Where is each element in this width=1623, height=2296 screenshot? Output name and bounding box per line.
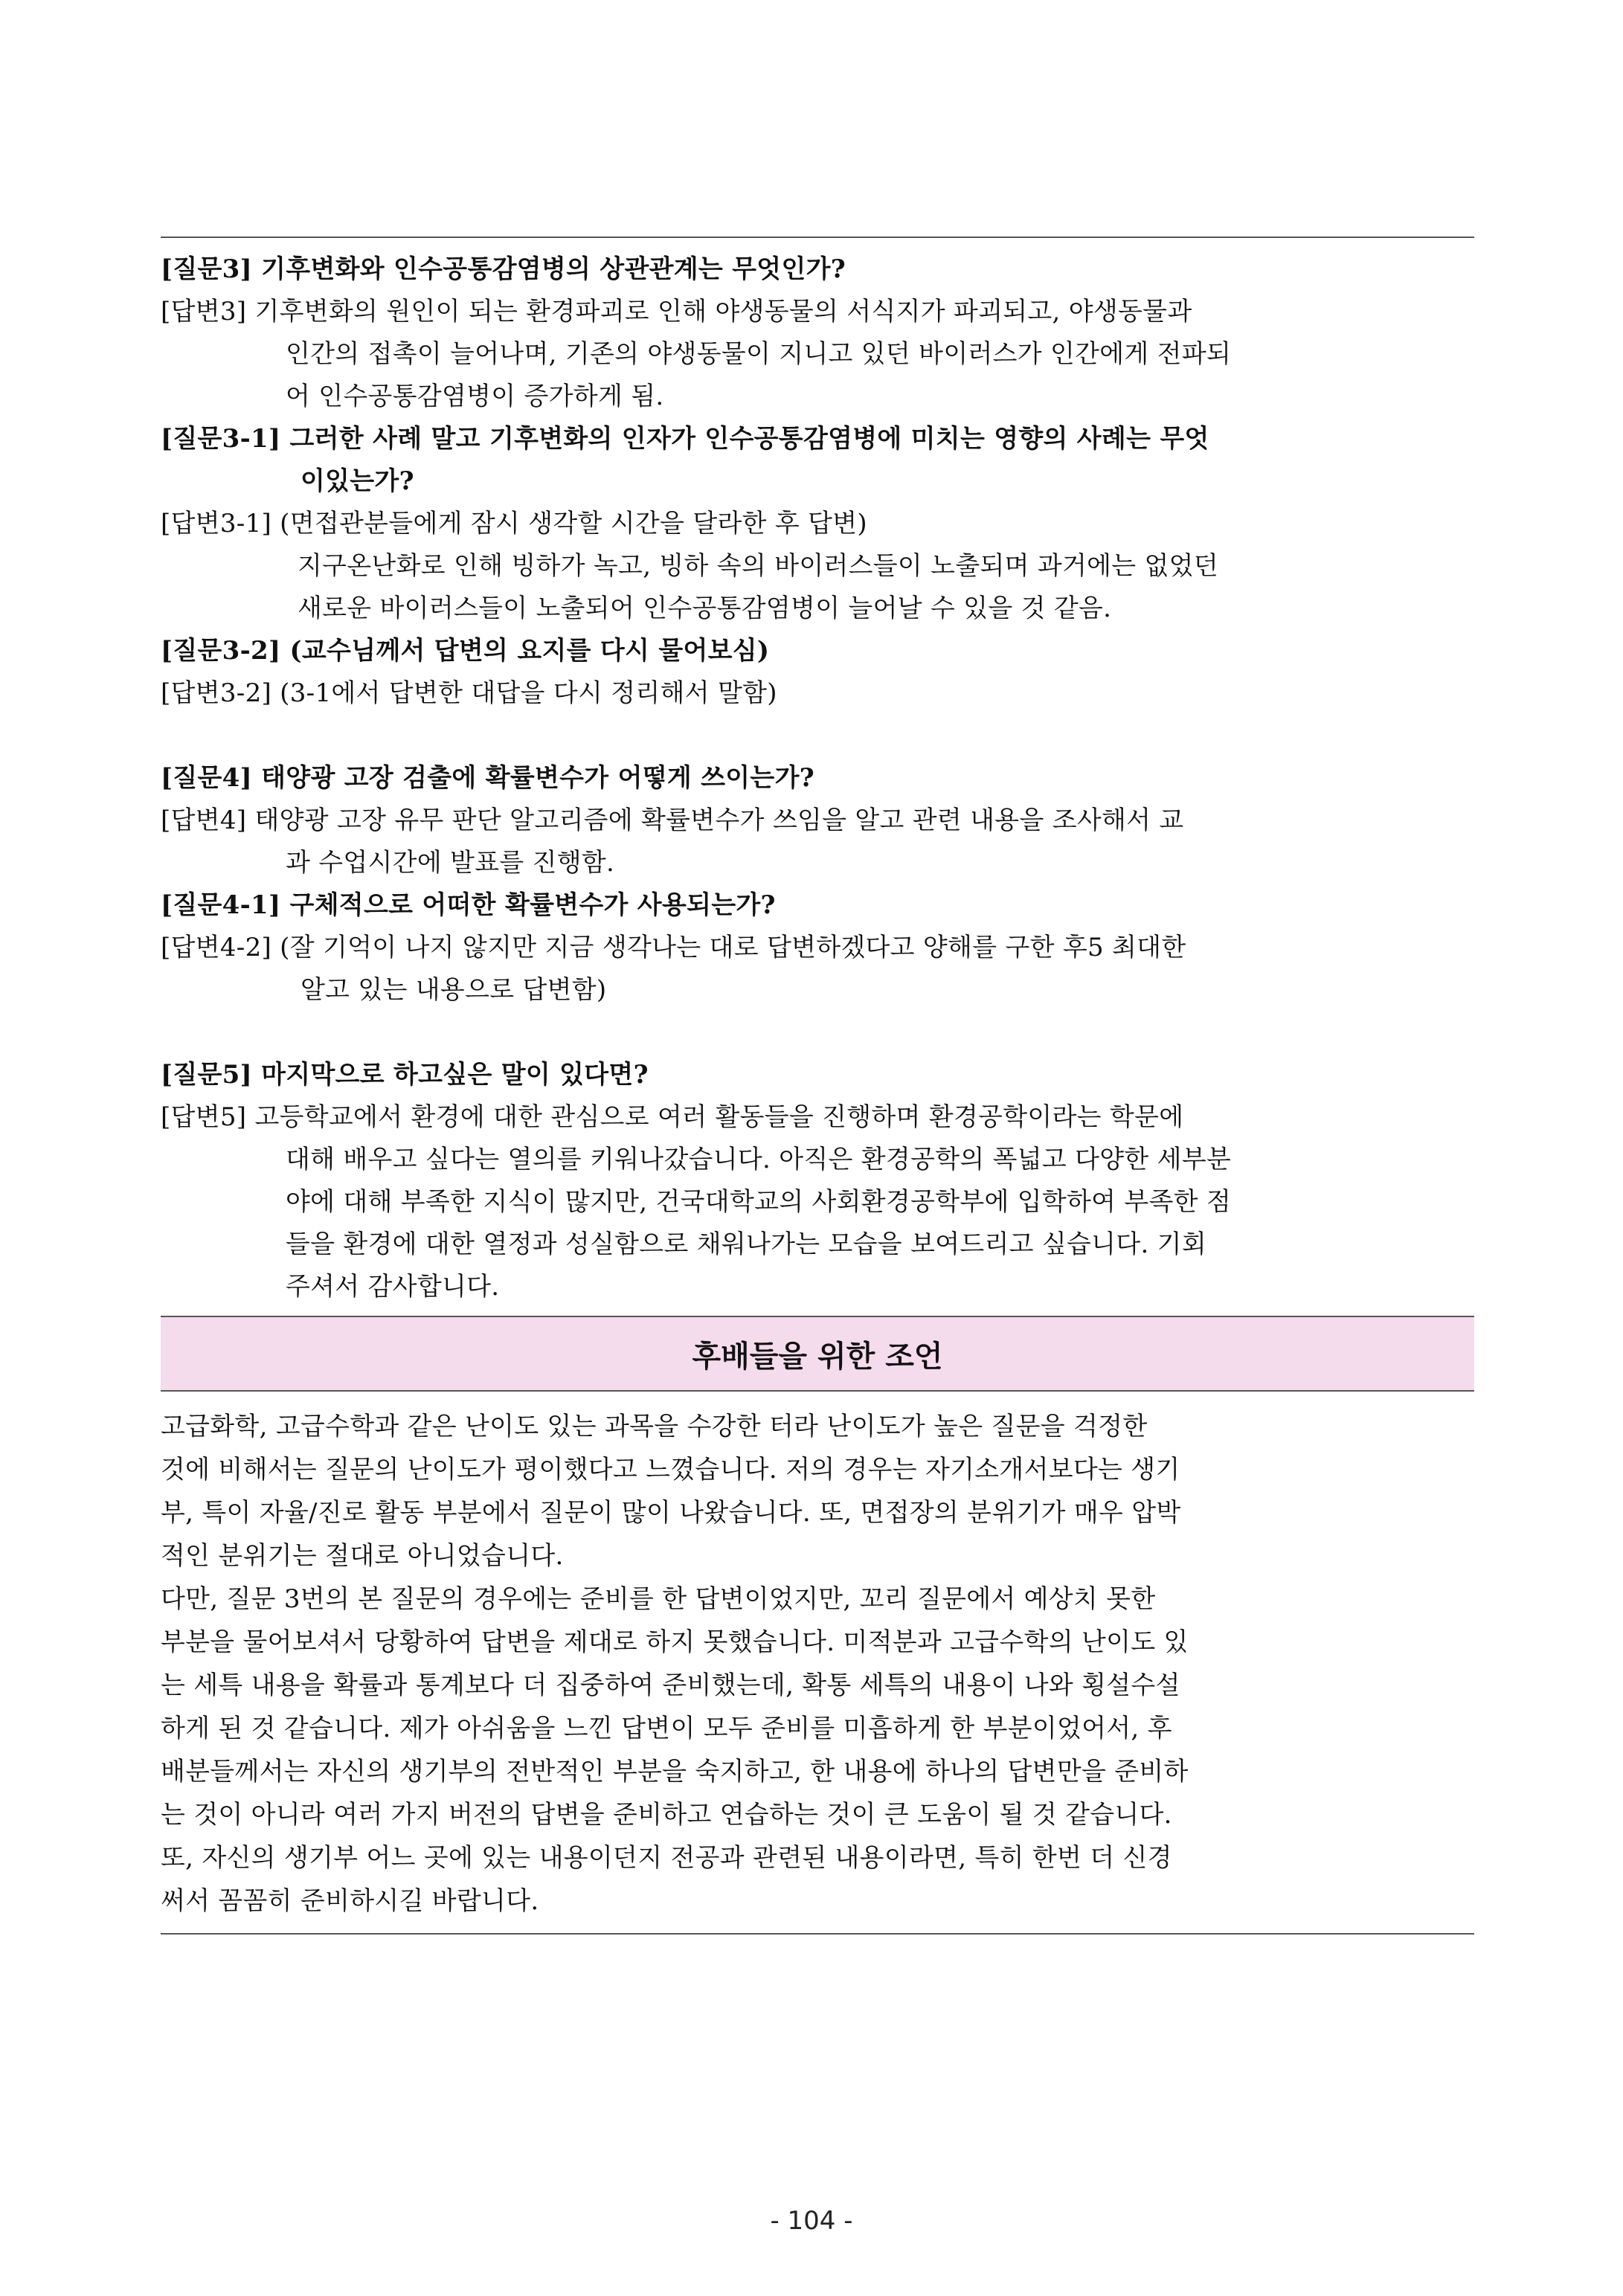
advice-line: 적인 분위기는 절대로 아니었습니다. [161, 1541, 564, 1571]
question-line: [질문4-1] 구체적으로 어떠한 확률변수가 사용되는가? [161, 890, 776, 920]
advice-line: 다만, 질문 3번의 본 질문의 경우에는 준비를 한 답변이었지만, 꼬리 질문에서 예상치 못한 [161, 1584, 1156, 1614]
question-line: [질문5] 마지막으로 하고싶은 말이 있다면? [161, 1060, 649, 1090]
bottom-rule [161, 1933, 1474, 1935]
answer-line: 과 수업시간에 발표를 진행함. [286, 848, 615, 878]
answer-line: 들을 환경에 대한 열정과 성실함으로 채워나가는 모습을 보여드리고 싶습니다. 기회 [286, 1229, 1206, 1259]
advice-line: 또, 자신의 생기부 어느 곳에 있는 내용이던지 전공과 관련된 내용이라면, 특히 한번 더 신경 [161, 1843, 1172, 1873]
interview-qa-list [161, 238, 1474, 1308]
answer-line: [답변5] 고등학교에서 환경에 대한 관심으로 여러 활동들을 진행하며 환경공학이라는 학문에 [161, 1102, 1184, 1132]
answer-line: [답변3-2] (3-1에서 답변한 대답을 다시 정리해서 말함) [161, 678, 777, 708]
document-body [161, 237, 1474, 1935]
advice-line: 고급화학, 고급수학과 같은 난이도 있는 과목을 수강한 터라 난이도가 높은 질문을 걱정한 [161, 1412, 1148, 1441]
advice-line: 부, 특이 자율/진로 활동 부분에서 질문이 많이 나왔습니다. 또, 면접장의 분위기가 매우 압박 [161, 1498, 1181, 1528]
page-number: - 104 - [770, 2206, 853, 2236]
question-line: [질문4] 태양광 고장 검출에 확률변수가 어떻게 쓰이는가? [161, 763, 814, 793]
advice-line: 것에 비해서는 질문의 난이도가 평이했다고 느꼈습니다. 저의 경우는 자기소개서보다는 생기 [161, 1455, 1180, 1485]
question-line: [질문3-1] 그러한 사례 말고 기후변화의 인자가 인수공통감염병에 미치는 영향의 사례는 무엇 [161, 424, 1209, 454]
section-title: 후배들을 위한 조언 [692, 1339, 943, 1374]
advice-line: 배분들께서는 자신의 생기부의 전반적인 부분을 숙지하고, 한 내용에 하나의 답변만을 준비하 [161, 1757, 1189, 1787]
answer-line: 지구온난화로 인해 빙하가 녹고, 빙하 속의 바이러스들이 노출되며 과거에는 없었던 [298, 551, 1218, 581]
blank-line [161, 1012, 1474, 1054]
answer-line: 주셔서 감사합니다. [286, 1272, 500, 1302]
section-title-banner [161, 1316, 1474, 1392]
question-line: [질문3] 기후변화와 인수공통감염병의 상관관계는 무엇인가? [161, 254, 846, 284]
advice-line: 써서 꼼꼼히 준비하시길 바랍니다. [161, 1886, 539, 1916]
blank-line [161, 715, 1474, 757]
answer-line: 새로운 바이러스들이 노출되어 인수공통감염병이 늘어날 수 있을 것 같음. [298, 594, 1112, 623]
advice-paragraphs [161, 1392, 1474, 1933]
advice-line: 하게 된 것 같습니다. 제가 아쉬움을 느낀 답변이 모두 준비를 미흡하게 한 부분이었어서, 후 [161, 1714, 1172, 1743]
answer-line: [답변4] 태양광 고장 유무 판단 알고리즘에 확률변수가 쓰임을 알고 관련 내용을 조사해서 교 [161, 805, 1184, 835]
answer-line: 인간의 접촉이 늘어나며, 기존의 야생동물이 지니고 있던 바이러스가 인간에게 전파되 [286, 339, 1232, 369]
advice-line: 는 것이 아니라 여러 가지 버전의 답변을 준비하고 연습하는 것이 큰 도움이 될 것 같습니다. [161, 1800, 1172, 1830]
advice-line: 부분을 물어보셔서 당황하여 답변을 제대로 하지 못했습니다. 미적분과 고급수학의 난이도 있 [161, 1627, 1189, 1657]
answer-line: 대해 배우고 싶다는 열의를 키워나갔습니다. 아직은 환경공학의 폭넓고 다양한 세부분 [286, 1145, 1232, 1174]
answer-line: 어 인수공통감염병이 증가하게 됨. [286, 382, 664, 411]
answer-line: 알고 있는 내용으로 답변함) [301, 975, 607, 1005]
answer-line: [답변3] 기후변화의 원인이 되는 환경파괴로 인해 야생동물의 서식지가 파괴되고, 야생동물과 [161, 297, 1192, 327]
answer-line: [답변4-2] (잘 기억이 나지 않지만 지금 생각나는 대로 답변하겠다고 양해를 구한 후5 최대한 [161, 933, 1186, 962]
advice-line: 는 세특 내용을 확률과 통계보다 더 집중하여 준비했는데, 확통 세특의 내용이 나와 횡설수설 [161, 1670, 1180, 1700]
answer-line: 야에 대해 부족한 지식이 많지만, 건국대학교의 사회환경공학부에 입학하여 부족한 점 [286, 1187, 1232, 1217]
answer-line: [답변3-1] (면접관분들에게 잠시 생각할 시간을 달라한 후 답변) [161, 509, 867, 538]
question-line: 이있는가? [301, 466, 414, 496]
question-line: [질문3-2] (교수님께서 답변의 요지를 다시 물어보심) [161, 636, 770, 666]
